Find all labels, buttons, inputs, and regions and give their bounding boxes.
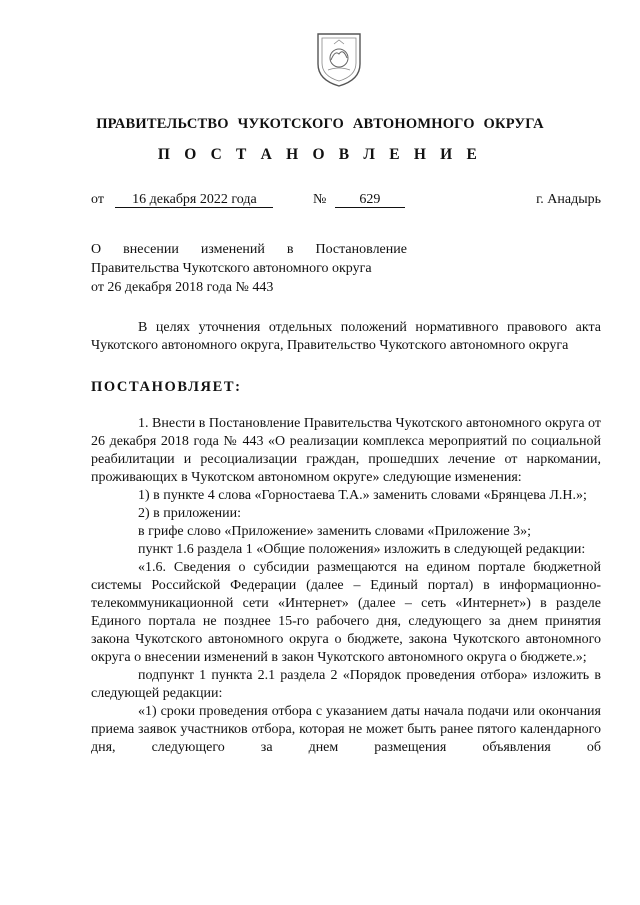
subject-word: внесении — [123, 242, 179, 257]
document-subject — [91, 240, 407, 297]
body-paragraph-8: «1) сроки проведения отбора с указанием даты начала подачи или окончания приема заявок участников отбора, которая не может быть ранее пятого календарного дня, следующего за днем размещения объявления об — [91, 704, 601, 755]
date-block — [91, 192, 273, 208]
document-number: 629 — [335, 192, 405, 208]
coat-of-arms-emblem — [314, 30, 364, 88]
preamble-paragraph: В целях уточнения отдельных положений нормативного правового акта Чукотского автономного округа, Правительство Чукотского автономного округа — [91, 320, 601, 353]
body-paragraph-1: 1. Внести в Постановление Правительства Чукотского автономного округа от 26 декабря 2018 года № 443 «О реализации комплекса мероприятий по социальной реабилитации и ресоциализации граждан, прошедших лечение от наркомании, проживающих в Чукотском автономном округе» следующие изменения: — [91, 416, 601, 485]
body-paragraph-3: 2) в приложении: — [138, 506, 241, 521]
resolve-heading: ПОСТАНОВЛЯЕТ: — [91, 379, 242, 395]
subject-word: Постановление — [315, 242, 407, 257]
document-date: 16 декабря 2022 года — [115, 192, 273, 208]
body-paragraph-7: подпункт 1 пункта 2.1 раздела 2 «Порядок проведения отбора» изложить в следующей редакции: — [91, 668, 601, 701]
subject-line-3: от 26 декабря 2018 года № 443 — [91, 280, 274, 295]
document-city: г. Анадырь — [536, 192, 601, 207]
body-paragraph-6: «1.6. Сведения о субсидии размещаются на едином портале бюджетной системы Российской Федерации (далее – Единый портал) в информационно-телекоммуникационной сети «Интернет» (далее – сеть «Интернет») в разделе Единого портала не позднее 15-го рабочего дня, следующего за днем принятия закона Чукотского автономного округа о бюджете, закона Чукотского автономного округа о внесении изменений в закон Чукотского автономного округа о бюджете.»; — [91, 560, 601, 665]
subject-line-2: Правительства Чукотского автономного округа — [91, 261, 372, 276]
number-prefix: № — [313, 192, 327, 207]
body-paragraph-4: в грифе слово «Приложение» заменить словами «Приложение 3»; — [138, 524, 532, 539]
government-name: ПРАВИТЕЛЬСТВО ЧУКОТСКОГО АВТОНОМНОГО ОКРУГА — [96, 116, 544, 132]
body-paragraph-5: пункт 1.6 раздела 1 «Общие положения» изложить в следующей редакции: — [138, 542, 586, 557]
number-block — [313, 192, 405, 208]
document-body — [91, 319, 601, 757]
date-prefix: от — [91, 192, 104, 207]
subject-word: в — [286, 242, 294, 257]
subject-line-1 — [91, 240, 407, 259]
subject-word: изменений — [200, 242, 265, 257]
document-type-title: П О С Т А Н О В Л Е Н И Е — [157, 146, 483, 163]
body-paragraph-2: 1) в пункте 4 слова «Горностаева Т.А.» заменить словами «Брянцева Л.Н.»; — [138, 488, 587, 503]
subject-word: О — [91, 242, 102, 257]
